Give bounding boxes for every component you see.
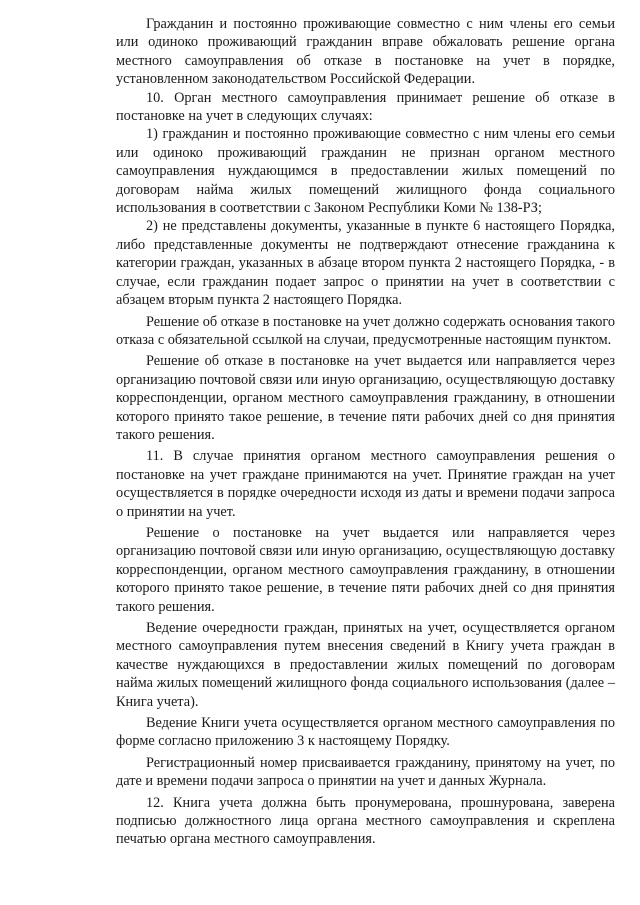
paragraph-item-12: 12. Книга учета должна быть пронумерована, прошнурована, заверена подписью должностного лица органа местного самоуправления и скреплена печатью органа местного самоуправления. [116, 794, 615, 848]
paragraph-case-2: 2) не представлены документы, указанные в пункте 6 настоящего Порядка, либо представленные документы не подтверждают отнесение гражданина к категории граждан, указанных в абзаце втором пункта 2 настоящего Порядка, - в случае, если гражданин подает запрос о принятии на учет в соответствии с абзацем вторым пункта 2 настоящего Порядка. [116, 218, 615, 309]
paragraph-refusal-delivery: Решение об отказе в постановке на учет выдается или направляется через организацию почтовой связи или иную организацию, осуществляющую доставку корреспонденции, органом местного самоуправления гражданину, в отношении которого принято такое решение, в течение пяти рабочих дней со дня принятия такого решения. [116, 353, 615, 443]
paragraph-registration-delivery: Решение о постановке на учет выдается или направляется через организацию почтовой связи или иную организацию, осуществляющую доставку корреспонденции, органом местного самоуправления гражданину, в отношении которого принято такое решение, в течение пяти рабочих дней со дня принятия такого решения. [116, 524, 615, 615]
paragraph-item-10: 10. Орган местного самоуправления принимает решение об отказе в постановке на учет в следующих случаях: [116, 89, 615, 125]
paragraph-queue-keeping: Ведение очередности граждан, принятых на учет, осуществляется органом местного самоуправления путем внесения сведений в Книгу учета граждан в качестве нуждающихся в предоставлении жилых помещений по договорам найма жилых помещений жилищного фонда социального использования (далее – Книга учета). [116, 620, 615, 710]
paragraph-registration-number: Регистрационный номер присваивается гражданину, принятому на учет, по дате и времени подачи запроса о принятии на учет и данных Журнала. [116, 754, 615, 790]
document-text [116, 15, 615, 849]
paragraph-item-11: 11. В случае принятия органом местного самоуправления решения о постановке на учет граждане принимаются на учет. Принятие граждан на учет осуществляется в порядке очередности исходя из даты и времени подачи запроса о принятии на учет. [116, 448, 615, 520]
paragraph-case-1: 1) гражданин и постоянно проживающие совместно с ним члены его семьи или одиноко проживающий гражданин не признан органом местного самоуправления нуждающимся в предоставлении жилых помещений по договорам найма жилых помещений жилищного фонда социального использования в соответствии с Законом Республики Коми № 138-РЗ; [116, 126, 615, 217]
paragraph-appeal-right: Гражданин и постоянно проживающие совместно с ним члены его семьи или одиноко проживающий гражданин вправе обжаловать решение органа местного самоуправления об отказе в постановке на учет в порядке, установленном законодательством Российской Федерации. [116, 16, 615, 88]
paragraph-refusal-content: Решение об отказе в постановке на учет должно содержать основания такого отказа с обязательной ссылкой на случаи, предусмотренные настоящим пунктом. [116, 313, 615, 348]
paragraph-book-form: Ведение Книги учета осуществляется органом местного самоуправления по форме согласно приложению 3 к настоящему Порядку. [116, 715, 615, 750]
